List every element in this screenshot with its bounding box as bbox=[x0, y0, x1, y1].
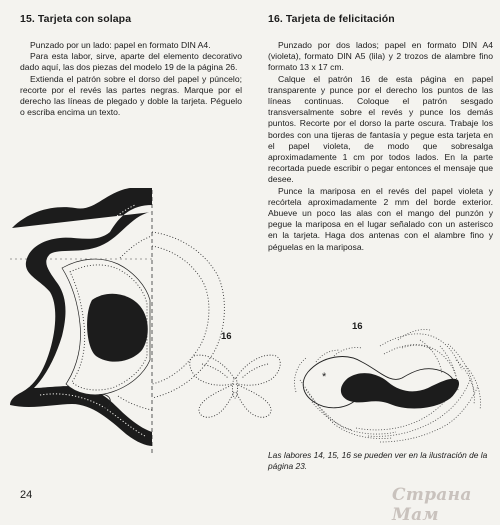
figure-caption: Las labores 14, 15, 16 se pueden ver en la ilustración de la página 23. bbox=[268, 450, 488, 471]
watermark: Страна Мам bbox=[392, 485, 472, 525]
figure-label-16-butterfly: 16 bbox=[221, 331, 232, 342]
svg-text:*: * bbox=[322, 371, 327, 383]
paragraph: Punzado por dos lados; papel en formato DIN A4 (violeta), formato DIN A5 (lila) y 2 trozos de alambre fino formato 13 x 17 cm. bbox=[268, 40, 493, 73]
section-title-15: 15. Tarjeta con solapa bbox=[20, 13, 132, 25]
paragraph: Punce la mariposa en el revés del papel violeta y recórtela aproximadamente 2 mm del borde exterior. Abueve un poco las alas con el mango del punzón y pegue la mariposa en el lugar señalado con un asterisco en la tarjeta. Haga dos antenas con el alambre fino y péguelas en la mariposa. bbox=[268, 185, 493, 252]
paragraph: Punzado por un lado: papel en formato DIN A4. bbox=[30, 40, 211, 50]
page-number: 24 bbox=[20, 489, 33, 501]
figure-label-16: 16 bbox=[352, 321, 363, 332]
section-title-16: 16. Tarjeta de felicitación bbox=[268, 13, 395, 25]
paragraph: Calque el patrón 16 de esta página en papel transparente y punce por el derecho los puntos de las líneas continuas. Coloque el patrón sesgado transversalmente sobre el revés y punce los demás puntos. Recorte por el dorso la parte oscura. Trabaje los bordes con una tijeras de fantasía y pegue esta tarjeta en el papel violeta, de modo que sobresalga aproximadamente 1 cm por todos lados. En la parte recortada puede escribir o pegar entonces el mensaje que desee. bbox=[268, 73, 493, 185]
paragraph: Para esta labor, sirve, aparte del elemento decorativo dado aquí, las dos piezas del modelo 19 de la página 26. bbox=[20, 51, 242, 73]
paragraph: Extienda el patrón sobre el dorso del papel y púncelo; recorte por el revés las partes negras. Marque por el derecho las líneas de plegado y doble la tarjeta. Péguelo o escriba encima un texto. bbox=[20, 73, 242, 118]
